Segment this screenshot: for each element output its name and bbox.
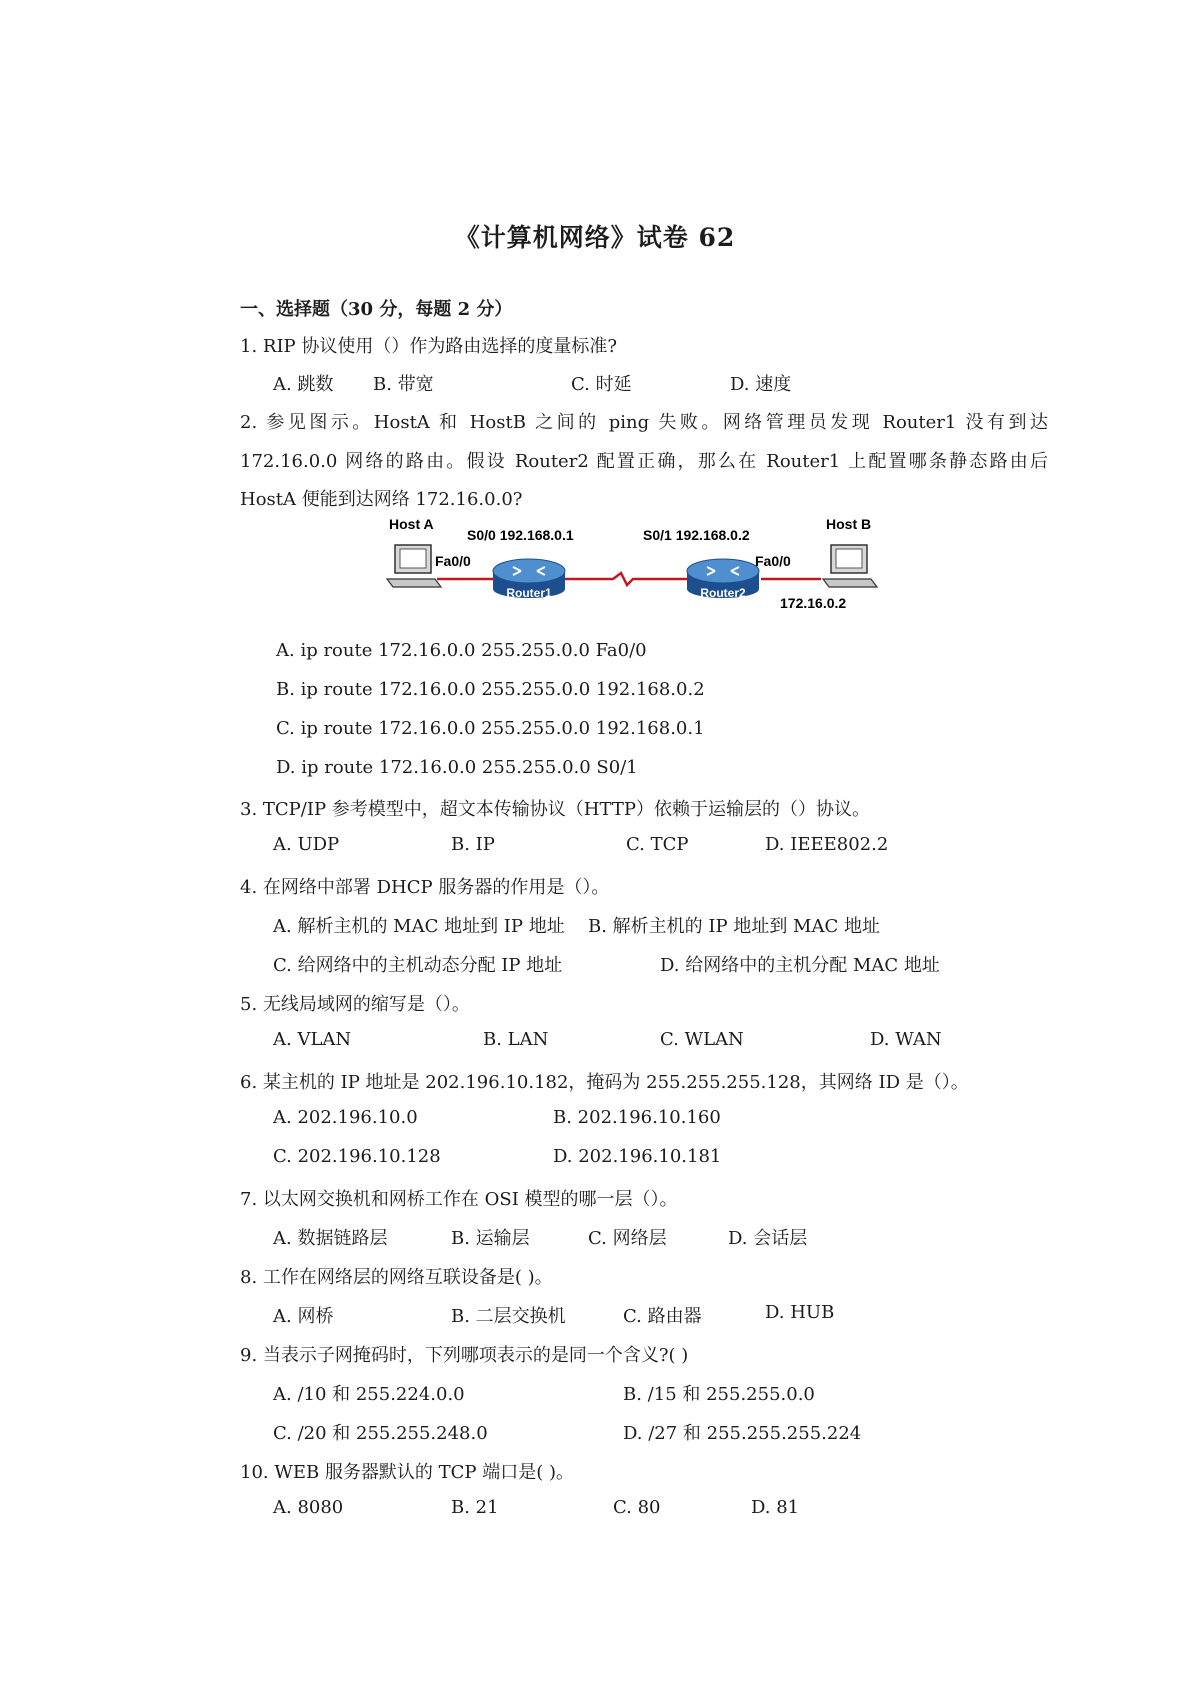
- question-2-line-3: HostA 便能到达网络 172.16.0.0?: [240, 489, 523, 510]
- router2-label: Router2: [700, 586, 746, 600]
- q2-option-b: B. ip route 172.16.0.0 255.255.0.0 192.168.0.2: [276, 679, 705, 700]
- q1-option-d: D. 速度: [730, 374, 792, 395]
- host-b-ip-label: 172.16.0.2: [780, 595, 847, 611]
- q5-option-b: B. LAN: [483, 1029, 549, 1050]
- question-10: 10. WEB 服务器默认的 TCP 端口是( )。: [240, 1462, 575, 1483]
- q1-option-c: C. 时延: [571, 374, 632, 395]
- q6-option-d: D. 202.196.10.181: [553, 1146, 722, 1167]
- host-b-computer-icon: [823, 545, 877, 587]
- q3-option-c: C. TCP: [626, 834, 689, 855]
- question-5: 5. 无线局域网的缩写是（）。: [240, 994, 470, 1015]
- q1-option-a: A. 跳数: [273, 374, 334, 395]
- question-8: 8. 工作在网络层的网络互联设备是( )。: [240, 1267, 553, 1288]
- host-a-computer-icon: [387, 545, 441, 587]
- q4-option-a: A. 解析主机的 MAC 地址到 IP 地址: [273, 916, 565, 937]
- question-2-line-1: 2. 参见图示。HostA 和 HostB 之间的 ping 失败。网络管理员发现 Router1 没有到达: [240, 412, 1048, 433]
- question-1: 1. RIP 协议使用（）作为路由选择的度量标准?: [240, 336, 618, 357]
- q5-option-c: C. WLAN: [660, 1029, 744, 1050]
- q8-option-b: B. 二层交换机: [451, 1306, 566, 1327]
- q6-option-a: A. 202.196.10.0: [273, 1107, 418, 1128]
- q9-option-a: A. /10 和 255.224.0.0: [273, 1384, 465, 1405]
- q6-option-b: B. 202.196.10.160: [553, 1107, 721, 1128]
- s01-label: S0/1 192.168.0.2: [643, 527, 750, 543]
- router1-label: Router1: [506, 586, 552, 600]
- q10-option-d: D. 81: [751, 1497, 800, 1518]
- q2-option-c: C. ip route 172.16.0.0 255.255.0.0 192.168.0.1: [276, 718, 705, 739]
- q5-option-d: D. WAN: [870, 1029, 942, 1050]
- fa00-left-label: Fa0/0: [435, 553, 471, 569]
- network-topology-figure: [385, 515, 885, 615]
- question-6: 6. 某主机的 IP 地址是 202.196.10.182，掩码为 255.255.255.128，其网络 ID 是（）。: [240, 1072, 969, 1093]
- q1-option-b: B. 带宽: [373, 374, 434, 395]
- q7-option-c: C. 网络层: [588, 1228, 667, 1249]
- q8-option-a: A. 网桥: [273, 1306, 334, 1327]
- q4-option-d: D. 给网络中的主机分配 MAC 地址: [660, 955, 940, 976]
- q4-option-b: B. 解析主机的 IP 地址到 MAC 地址: [588, 916, 880, 937]
- q3-option-b: B. IP: [451, 834, 495, 855]
- question-3: 3. TCP/IP 参考模型中，超文本传输协议（HTTP）依赖于运输层的（）协议。: [240, 799, 870, 820]
- question-9: 9. 当表示子网掩码时，下列哪项表示的是同一个含义?( ): [240, 1345, 689, 1366]
- q4-option-c: C. 给网络中的主机动态分配 IP 地址: [273, 955, 563, 976]
- q3-option-a: A. UDP: [273, 834, 340, 855]
- q3-option-d: D. IEEE802.2: [765, 834, 889, 855]
- host-a-label: Host A: [389, 516, 434, 532]
- q9-option-d: D. /27 和 255.255.255.224: [623, 1423, 862, 1444]
- q7-option-b: B. 运输层: [451, 1228, 530, 1249]
- q6-option-c: C. 202.196.10.128: [273, 1146, 441, 1167]
- q10-option-c: C. 80: [613, 1497, 661, 1518]
- section-title: 一、选择题（30 分，每题 2 分）: [240, 299, 513, 320]
- q8-option-d: D. HUB: [765, 1302, 835, 1323]
- q5-option-a: A. VLAN: [273, 1029, 352, 1050]
- host-b-label: Host B: [826, 516, 872, 532]
- s00-label: S0/0 192.168.0.1: [467, 527, 574, 543]
- question-7: 7. 以太网交换机和网桥工作在 OSI 模型的哪一层（）。: [240, 1189, 678, 1210]
- q7-option-d: D. 会话层: [728, 1228, 808, 1249]
- serial-link-icon: [565, 573, 687, 585]
- q10-option-b: B. 21: [451, 1497, 499, 1518]
- q10-option-a: A. 8080: [273, 1497, 344, 1518]
- question-4: 4. 在网络中部署 DHCP 服务器的作用是（）。: [240, 877, 610, 898]
- q8-option-c: C. 路由器: [623, 1306, 702, 1327]
- q2-option-a: A. ip route 172.16.0.0 255.255.0.0 Fa0/0: [276, 640, 647, 661]
- fa00-right-label: Fa0/0: [755, 553, 791, 569]
- question-2-line-2: 172.16.0.0 网络的路由。假设 Router2 配置正确，那么在 Router1 上配置哪条静态路由后: [240, 451, 1048, 472]
- page-title: 《计算机网络》试卷 62: [454, 223, 736, 252]
- q7-option-a: A. 数据链路层: [273, 1228, 388, 1249]
- q9-option-c: C. /20 和 255.255.248.0: [273, 1423, 488, 1444]
- q9-option-b: B. /15 和 255.255.0.0: [623, 1384, 815, 1405]
- q2-option-d: D. ip route 172.16.0.0 255.255.0.0 S0/1: [276, 757, 638, 778]
